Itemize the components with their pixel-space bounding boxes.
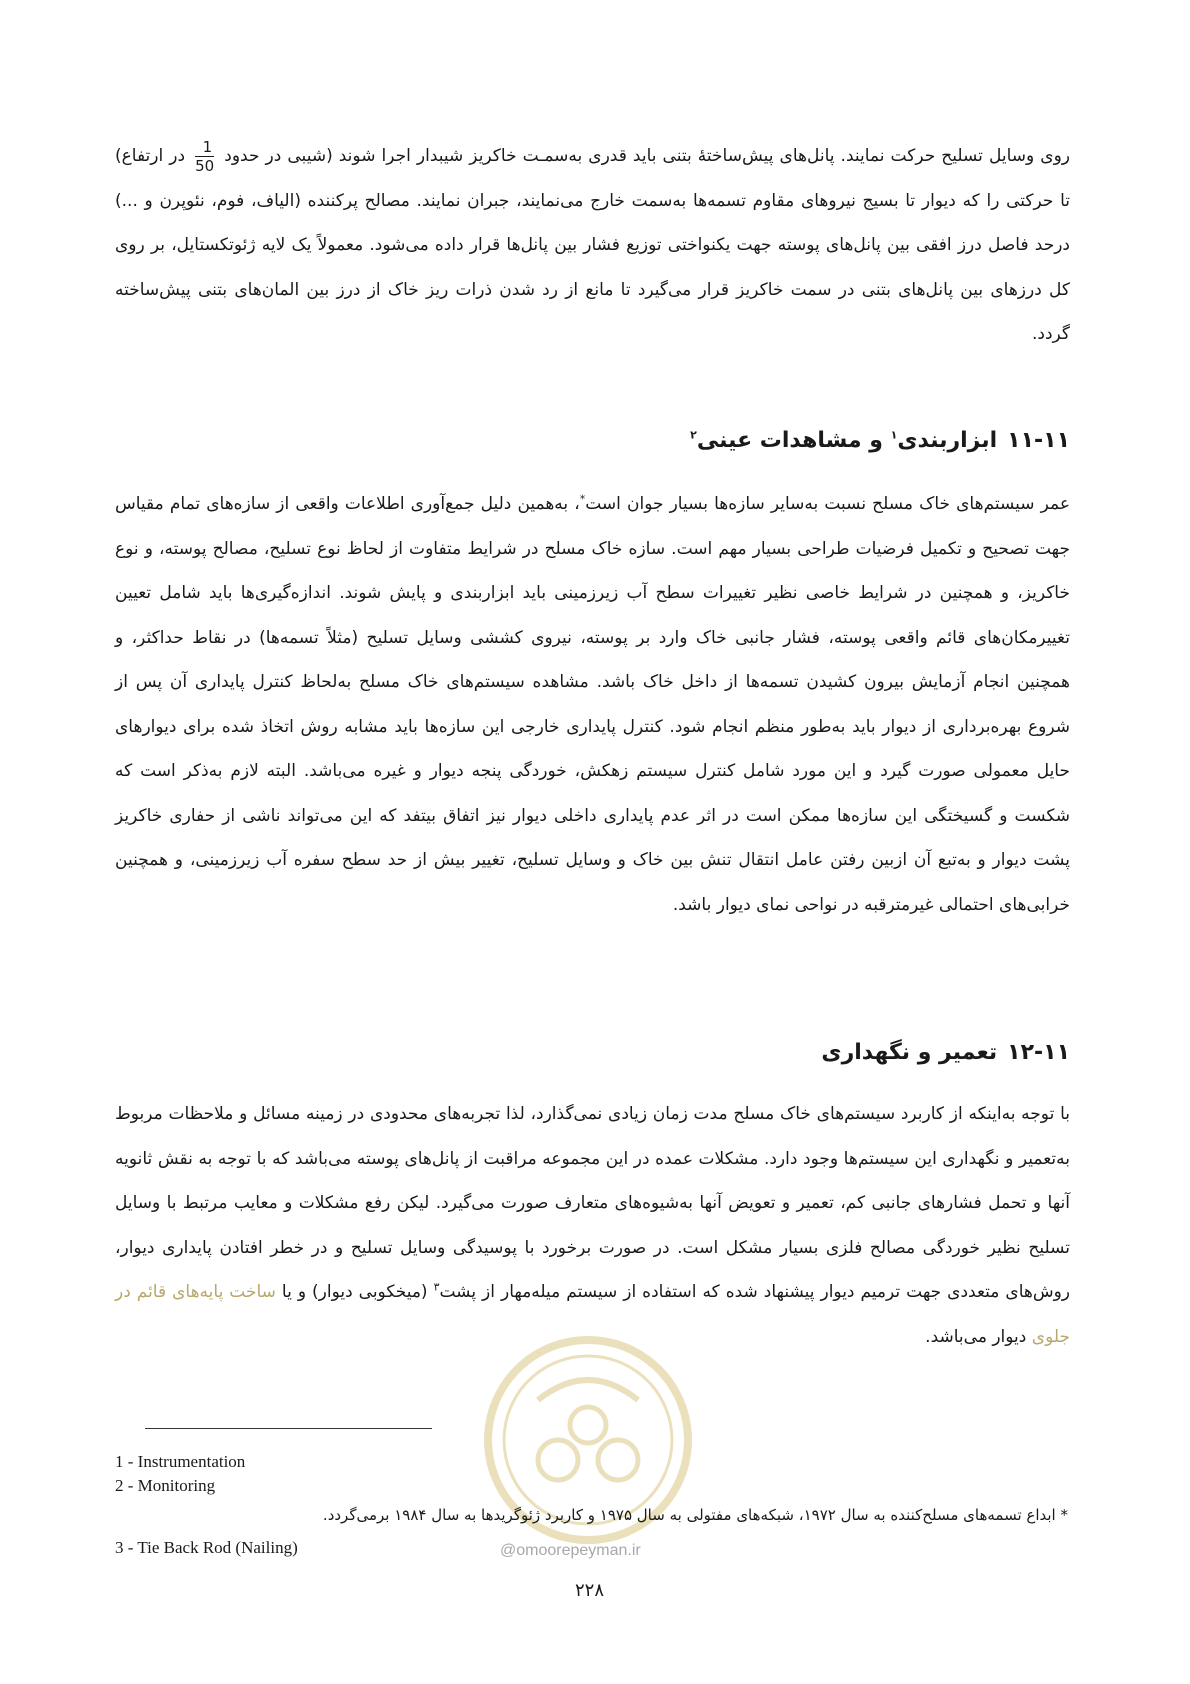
footnote-ref: ۲ (690, 428, 697, 442)
paragraph-text: عمر سیستم‌های خاک مسلح نسبت به‌سایر سازه‌ها بسیار جوان است (585, 494, 1070, 514)
section-heading-instrumentation (690, 428, 1070, 453)
paragraph-text: با توجه به‌اینکه از کاربرد سیستم‌های خاک مسلح مدت زمان زیادی نمی‌گذارد، لذا تجربه‌های محدودی در زمینه مسائل و ملاحظات مربوط به‌تعمیر و نگهداری این سیستم‌ها وجود دارد. مشکلات عمده در این مجموعه مراقبت از پانل‌های پوسته می‌باشد که با توجه به نقش ثانویه آنها و تحمل فشارهای جانبی کم، تعمیر و تعویض آنها به‌شیوه‌های متعارف صورت می‌گیرد. لیکن رفع مشکلات و معایب مرتبط با وسایل تسلیح نظیر خوردگی مصالح فلزی بسیار مشکل است. در صورت برخورد با پوسیدگی وسایل تسلیح و در خطر افتادن پایداری دیوار، روش‌های متعددی جهت ترمیم دیوار پیشنهاد شده که استفاده از سیستم میله‌مهار از پشت (115, 1104, 1071, 1302)
footnote-2: 2 - Monitoring (115, 1476, 216, 1495)
paragraph-maintenance (115, 1092, 1070, 1359)
watermark-url: @omoorepeyman.ir (500, 1542, 641, 1559)
paragraph-instrumentation (115, 482, 1070, 927)
footnote-1: 1 - Instrumentation (115, 1452, 246, 1471)
slope-fraction (195, 138, 214, 175)
fraction-numerator: 1 (195, 138, 214, 157)
footnote-divider (145, 1428, 432, 1429)
footnote-star: * ابداع تسمه‌های مسلح‌کننده به سال ۱۹۷۲، شبکه‌های مفتولی به سال ۱۹۷۵ و کاربرد ژئوگریدها به سال ۱۹۸۴ برمی‌گردد. (322, 1506, 1068, 1524)
footnote-ref: * (579, 492, 586, 506)
paragraph-text: (میخکوبی دیوار) و یا (275, 1282, 434, 1302)
paragraph-text: در ارتفاع) تا حرکتی را که دیوار تا بسیج نیروهای مقاوم تسمه‌ها به‌سمت خارج می‌نمایند، جبران نمایند. مصالح پرکننده (الیاف، فوم، نئوپرن و ...) درحد فاصل درز افقی بین پانل‌های پوسته جهت یکنواختی توزیع فشار بین پانل‌ها قرار داده می‌شود. معمولاً یک لایه ژئوتکستایل، بر روی کل درزهای بین پانل‌های بتنی در سمت خاکریز قرار می‌گیرد تا مانع از رد شدن ذرات ریز خاک از درز بین المان‌های بتنی پیش‌ساخته گردد. (115, 146, 1070, 344)
heading-text: تعمیر و نگهداری (821, 1040, 998, 1065)
footnote-ref: ۳ (433, 1280, 440, 1294)
section-number: ۱۱-۱۱ (1007, 428, 1070, 453)
section-number: ۱۲-۱۱ (1007, 1040, 1070, 1065)
heading-text: ابزاربندی (897, 428, 998, 453)
section-heading-maintenance (821, 1040, 1070, 1065)
paragraph-text-watermarked: ساخت پایه‌های قائم در جلوی (115, 1282, 1070, 1347)
paragraph-text: روی وسایل تسلیح حرکت نمایند. پانل‌های پیش‌ساختهٔ بتنی باید قدری به‌سمـت خاکریز شیبدار اجرا شوند (شیبی در حدود (224, 146, 1070, 166)
paragraph-reinforced-panels (115, 134, 1070, 357)
heading-text: و مشاهدات عینی (696, 428, 891, 453)
fraction-denominator: 50 (195, 156, 215, 175)
page-number: ۲۲۸ (575, 1580, 605, 1601)
footnote-ref: ۱ (890, 428, 898, 442)
footnote-3: 3 - Tie Back Rod (Nailing) (115, 1538, 298, 1557)
paragraph-text: دیوار می‌باشد. (925, 1326, 1032, 1347)
paragraph-text: ، به‌همین دلیل جمع‌آوری اطلاعات واقعی از سازه‌های تمام مقیاس جهت تصحیح و تکمیل فرضیات طراحی بسیار مهم است. سازه خاک مسلح در شرایط متفاوت از لحاظ نوع تسلیح، مصالح پوسته، و نوع خاکریز، و همچنین در شرایط خاصی نظیر تغییرات سطح آب زیرزمینی باید ابزاربندی و پایش شوند. اندازه‌گیری‌ها باید شامل تعیین تغییرمکان‌های قائم واقعی پوسته، فشار جانبی خاک وارد بر پوسته، نیروی کششی وسایل تسلیح (مثلاً تسمه‌ها) در نقاط حداکثر، و همچنین انجام آزمایش بیرون کشیدن تسمه‌ها از داخل خاک باشد. مشاهده سیستم‌های خاک مسلح به‌لحاظ کنترل پایداری آن پس از شروع بهره‌برداری از دیوار باید به‌طور منظم انجام شود. کنترل پایداری خارجی این سازه‌ها باید مشابه روش اتخاذ شده برای دیوارهای حایل معمولی صورت گیرد و این مورد شامل کنترل سیستم زهکش، خوردگی پنجه دیوار و غیره می‌باشد. البته لازم به‌ذکر است که شکست و گسیختگی این سازه‌ها ممکن است در اثر عدم پایداری داخلی دیوار نیز اتفاق بیتفد که این می‌تواند ناشی از حفاری خاکریز پشت دیوار و به‌تبع آن ازبین رفتن عامل انتقال تنش بین خاک و وسایل تسلیح، تغییر بیش از حد سطح سفره آب زیرزمینی، و همچنین خرابی‌های احتمالی غیرمترقبه در نواحی نمای دیوار باشد. (115, 494, 1070, 915)
